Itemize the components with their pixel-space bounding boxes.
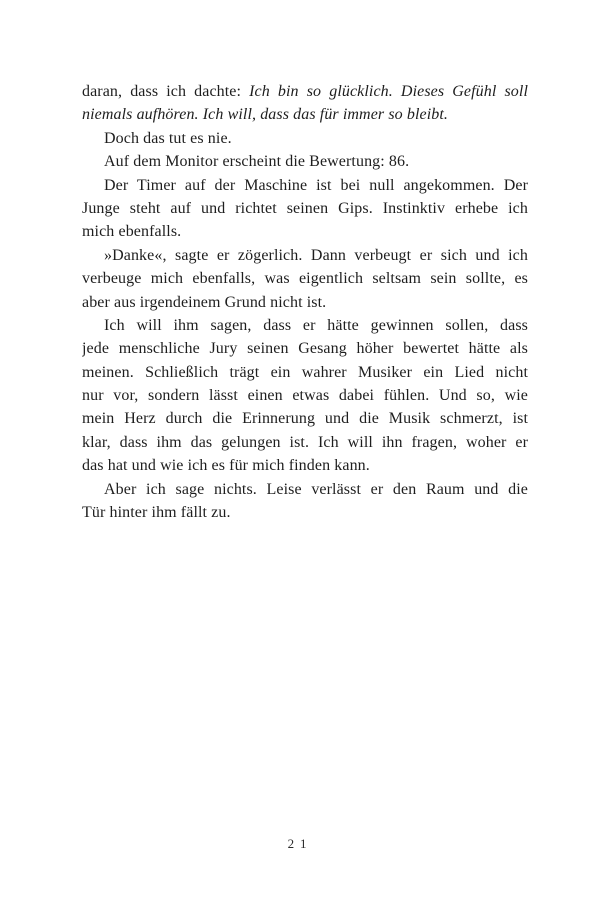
text-line xyxy=(82,407,528,430)
text-line xyxy=(82,127,528,150)
text-line xyxy=(82,174,528,197)
text-segment: Auf dem Monitor erscheint die Bewertung: 86. xyxy=(104,153,410,171)
text-line xyxy=(82,220,528,243)
text-line xyxy=(82,478,528,501)
text-segment: meinen. Schließlich trägt ein wahrer Musiker ein Lied nicht xyxy=(82,363,528,381)
text-line xyxy=(82,454,528,477)
text-line xyxy=(82,361,528,384)
text-line xyxy=(82,314,528,337)
text-segment: Tür hinter ihm fällt zu. xyxy=(82,504,231,522)
text-segment: Der Timer auf der Maschine ist bei null angekommen. Der xyxy=(104,176,528,194)
text-segment: Ich will ihm sagen, dass er hätte gewinnen sollen, dass xyxy=(104,316,528,334)
text-line xyxy=(82,501,528,524)
text-segment: das hat und wie ich es für mich finden kann. xyxy=(82,457,370,475)
paragraph xyxy=(82,244,528,314)
text-segment: mich ebenfalls. xyxy=(82,223,182,241)
text-segment: Doch das tut es nie. xyxy=(104,129,232,147)
paragraph xyxy=(82,174,528,244)
text-line xyxy=(82,150,528,173)
text-segment: daran, dass ich dachte: xyxy=(82,83,250,100)
text-segment: Junge steht auf und richtet seinen Gips. Instinktiv erhebe ich xyxy=(82,199,528,217)
paragraph xyxy=(82,314,528,478)
paragraph xyxy=(82,80,528,127)
text-line xyxy=(82,431,528,454)
text-line xyxy=(82,80,528,103)
italic-text-segment: niemals aufhören. Ich will, dass das für immer so bleibt. xyxy=(82,106,448,124)
page-number: 21 xyxy=(287,836,313,851)
text-line xyxy=(82,291,528,314)
text-segment: »Danke«, sagte er zögerlich. Dann verbeugt er sich und ich xyxy=(104,246,528,264)
text-segment: mein Herz durch die Erinnerung und die Musik schmerzt, ist xyxy=(82,410,528,428)
text-line xyxy=(82,337,528,360)
paragraph xyxy=(82,478,528,525)
text-segment: Aber ich sage nichts. Leise verlässt er den Raum und die xyxy=(104,480,528,498)
text-block xyxy=(82,80,528,524)
text-segment: nur vor, sondern lässt einen etwas dabei fühlen. Und so, wie xyxy=(82,387,528,405)
paragraph xyxy=(82,127,528,150)
text-segment: verbeuge mich ebenfalls, was eigentlich seltsam sein sollte, es xyxy=(82,270,528,288)
text-line xyxy=(82,103,528,126)
text-segment: jede menschliche Jury seinen Gesang höher bewertet hätte als xyxy=(82,340,528,358)
text-line xyxy=(82,244,528,267)
text-line xyxy=(82,197,528,220)
italic-text-segment: Ich bin so glücklich. Dieses Gefühl soll xyxy=(249,83,528,100)
paragraph xyxy=(82,150,528,173)
text-line xyxy=(82,384,528,407)
text-line xyxy=(82,267,528,290)
text-segment: klar, dass ihm das gelungen ist. Ich will ihn fragen, woher er xyxy=(82,433,528,451)
text-segment: aber aus irgendeinem Grund nicht ist. xyxy=(82,293,327,311)
